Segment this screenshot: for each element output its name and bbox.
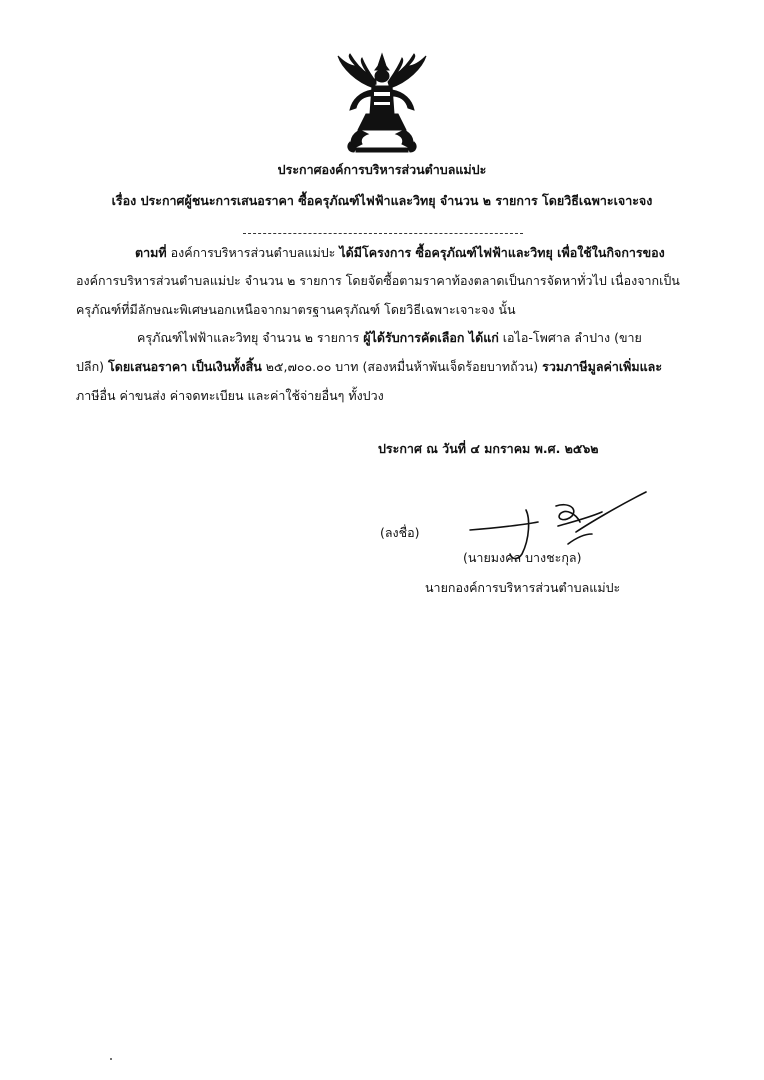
subject-text: ประกาศผู้ชนะการเสนอราคา ซื้อครุภัณฑ์ไฟฟ้าและวิทยุ จำนวน ๒ รายการ โดยวิธีเฉพาะเจาะจง (140, 193, 653, 208)
paragraph-2-line-2 (76, 359, 662, 375)
p2-text-a: ครุภัณฑ์ไฟฟ้าและวิทยุ จำนวน ๒ รายการ (137, 330, 364, 345)
p2-text-g: รวมภาษีมูลค่าเพิ่มและ (542, 359, 663, 374)
p1-text-a: ตามที่ (135, 245, 167, 260)
scan-speck (110, 1058, 112, 1060)
paragraph-1-line-2: องค์การบริหารส่วนตำบลแม่ปะ จำนวน ๒ รายการ โดยจัดซื้อตามราคาท้องตลาดเป็นการจัดหาทั่วไป เนื่องจากเป็น (76, 273, 680, 288)
signer-position: นายกองค์การบริหารส่วนตำบลแม่ปะ (425, 580, 621, 595)
paragraph-2-line-3: ภาษีอื่น ค่าขนส่ง ค่าจดทะเบียน และค่าใช้จ่ายอื่นๆ ทั้งปวง (76, 388, 384, 403)
paragraph-2-line-1 (137, 330, 642, 346)
garuda-emblem-icon (326, 52, 438, 156)
p2-text-b: ผู้ได้รับการคัดเลือก ได้แก่ (363, 330, 499, 345)
sign-label: (ลงชื่อ) (380, 525, 420, 540)
dashed-divider (243, 233, 523, 234)
p2-text-e: โดยเสนอราคา เป็นเงินทั้งสิ้น (108, 359, 262, 374)
paragraph-1-line-3: ครุภัณฑ์ที่มีลักษณะพิเศษนอกเหนือจากมาตรฐานครุภัณฑ์ โดยวิธีเฉพาะเจาะจง นั้น (76, 302, 516, 317)
p1-text-c: ได้มีโครงการ ซื้อครุภัณฑ์ไฟฟ้าและวิทยุ เพื่อใช้ในกิจการของ (339, 245, 665, 260)
p2-text-c: เอไอ-โพศาล ลำปาง (ขาย (498, 330, 642, 345)
p2-text-f: ๒๕,๗๐๐.๐๐ บาท (สองหมื่นห้าพันเจ็ดร้อยบาทถ้วน) (261, 359, 543, 374)
p2-text-d: ปลีก) (76, 359, 109, 374)
p1-text-b: องค์การบริหารส่วนตำบลแม่ปะ (166, 245, 340, 260)
subject-label: เรื่อง (111, 193, 137, 208)
subject-line (0, 193, 764, 209)
organization-title: ประกาศองค์การบริหารส่วนตำบลแม่ปะ (277, 162, 487, 177)
paragraph-1-line-1 (135, 245, 665, 261)
signer-name: (นายมงคล บางชะกุล) (463, 550, 582, 565)
announcement-date: ประกาศ ณ วันที่ ๔ มกราคม พ.ศ. ๒๕๖๒ (378, 441, 599, 456)
